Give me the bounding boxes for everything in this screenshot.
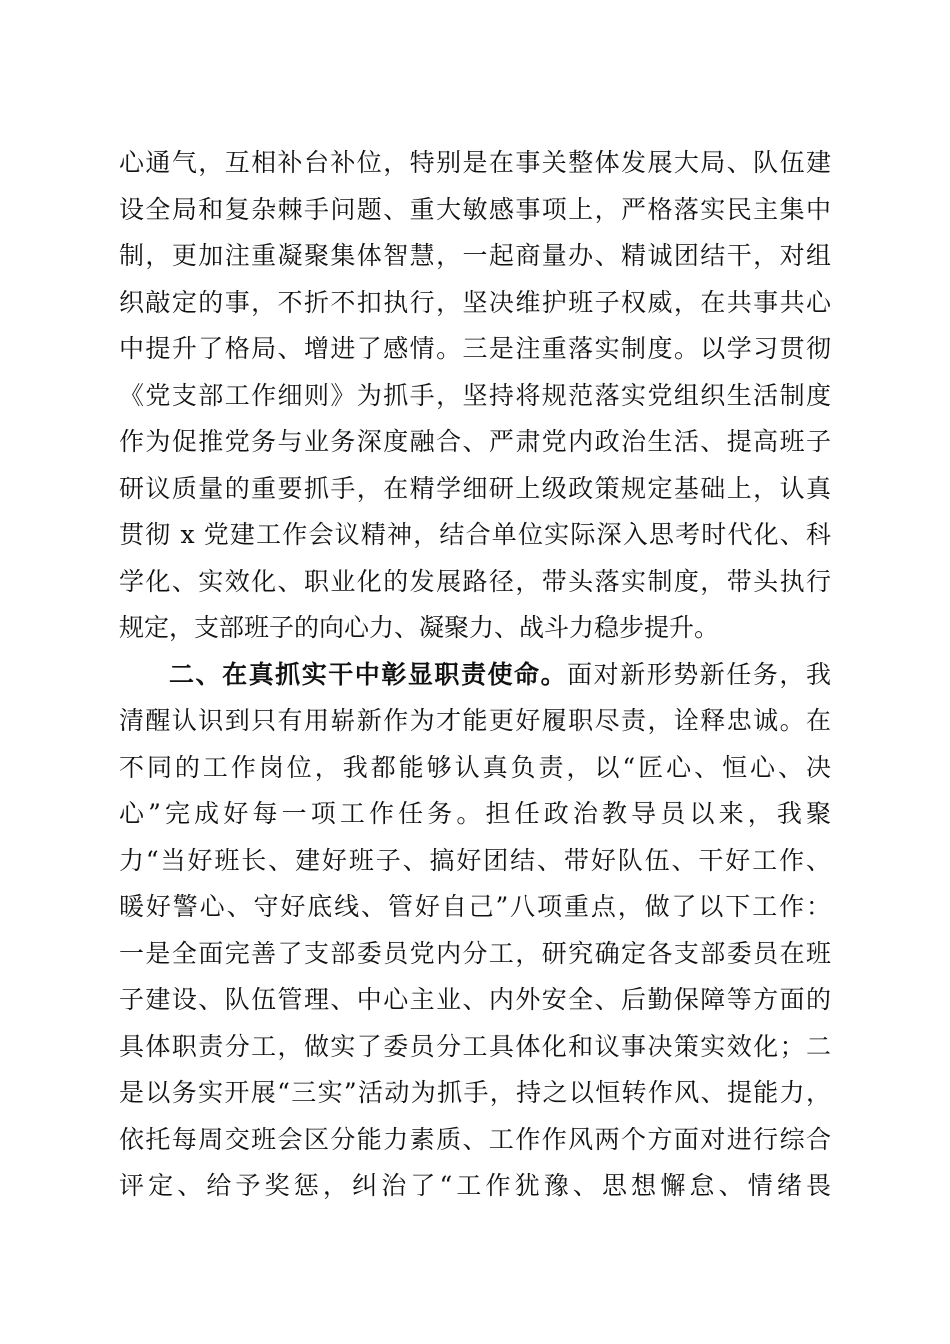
text-line: 研议质量的重要抓手，在精学细研上级政策规定基础上，认真	[119, 473, 831, 503]
text-line: 力“当好班长、建好班子、搞好团结、带好队伍、干好工作、	[119, 845, 831, 875]
text-line: 中提升了格局、增进了感情。三是注重落实制度。以学习贯彻	[119, 334, 831, 363]
text-line: 贯彻 x 党建工作会议精神，结合单位实际深入思考时代化、科	[119, 520, 831, 549]
text-span: 面对新形势新任务，我	[567, 659, 831, 689]
text-line: 规定，支部班子的向心力、凝聚力、战斗力稳步提升。	[119, 613, 720, 642]
text-line: 具体职责分工，做实了委员分工具体化和议事决策实效化；二	[119, 1031, 831, 1061]
text-line: 心通气，互相补台补位，特别是在事关整体发展大局、队伍建	[119, 148, 831, 177]
text-line: 设全局和复杂棘手问题、重大敏感事项上，严格落实民主集中	[119, 194, 831, 224]
text-line: 作为促推党务与业务深度融合、严肃党内政治生活、提高班子	[119, 427, 831, 456]
text-line: 依托每周交班会区分能力素质、工作作风两个方面对进行综合	[119, 1124, 831, 1154]
text-line: 一是全面完善了支部委员党内分工，研究确定各支部委员在班	[119, 938, 831, 968]
text-line: 《党支部工作细则》为抓手，坚持将规范落实党组织生活制度	[119, 380, 831, 410]
text-line: 不同的工作岗位，我都能够认真负责，以“匠心、恒心、决	[119, 752, 831, 782]
text-line: 评定、给予奖惩，纠治了“工作犹豫、思想懈怠、情绪畏	[119, 1171, 831, 1200]
text-line: 制，更加注重凝聚集体智慧，一起商量办、精诚团结干，对组	[119, 241, 831, 270]
text-line: 织敲定的事，不折不扣执行，坚决维护班子权威，在共事共心	[119, 287, 831, 317]
section-heading: 二、在真抓实干中彰显职责使命。	[169, 659, 568, 689]
text-line: 是以务实开展“三实”活动为抓手，持之以恒转作风、提能力，	[119, 1078, 831, 1107]
text-line: 学化、实效化、职业化的发展路径，带头落实制度，带头执行	[119, 566, 831, 596]
text-line: 心”完成好每一项工作任务。担任政治教导员以来，我聚	[119, 799, 831, 828]
text-line: 暖好警心、守好底线、管好自己”八项重点，做了以下工作：	[119, 892, 831, 921]
paragraph-first-line	[119, 652, 831, 699]
body-text	[119, 140, 831, 1210]
text-line: 清醒认识到只有用崭新作为才能更好履职尽责，诠释忠诚。在	[119, 706, 831, 735]
text-line: 子建设、队伍管理、中心主业、内外安全、后勤保障等方面的	[119, 985, 831, 1014]
